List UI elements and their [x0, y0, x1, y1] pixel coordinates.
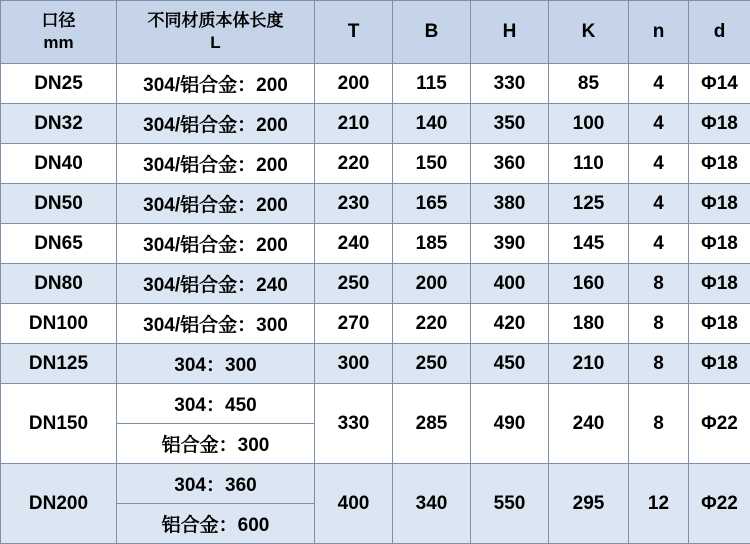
cell-dn: DN32 [1, 104, 117, 144]
cell-b: 200 [393, 264, 471, 304]
column-header-diameter-line1: 口径 [1, 10, 116, 32]
cell-b: 165 [393, 184, 471, 224]
cell-h: 380 [471, 184, 549, 224]
cell-length-aluminum: 铝合金：300 [117, 424, 315, 464]
column-header-t: T [315, 1, 393, 64]
cell-d: Φ18 [689, 304, 750, 344]
cell-h: 420 [471, 304, 549, 344]
cell-n: 8 [629, 304, 689, 344]
cell-dn: DN50 [1, 184, 117, 224]
cell-length: 304/铝合金：200 [117, 64, 315, 104]
cell-b: 115 [393, 64, 471, 104]
cell-d: Φ18 [689, 264, 750, 304]
cell-k: 110 [549, 144, 629, 184]
table-body [1, 64, 750, 544]
cell-d: Φ18 [689, 344, 750, 384]
cell-t: 400 [315, 464, 393, 544]
cell-t: 210 [315, 104, 393, 144]
cell-length-aluminum: 铝合金：600 [117, 504, 315, 544]
cell-t: 200 [315, 64, 393, 104]
cell-k: 210 [549, 344, 629, 384]
column-header-length [117, 1, 315, 64]
cell-h: 490 [471, 384, 549, 464]
cell-dn: DN40 [1, 144, 117, 184]
cell-b: 150 [393, 144, 471, 184]
cell-n: 4 [629, 64, 689, 104]
cell-k: 145 [549, 224, 629, 264]
cell-n: 4 [629, 184, 689, 224]
cell-h: 550 [471, 464, 549, 544]
cell-d: Φ14 [689, 64, 750, 104]
cell-length-steel: 304：360 [117, 464, 315, 504]
cell-t: 240 [315, 224, 393, 264]
cell-t: 220 [315, 144, 393, 184]
column-header-n: n [629, 1, 689, 64]
cell-h: 330 [471, 64, 549, 104]
cell-n: 4 [629, 144, 689, 184]
column-header-h: H [471, 1, 549, 64]
table-row [1, 344, 750, 384]
cell-d: Φ18 [689, 144, 750, 184]
cell-dn: DN65 [1, 224, 117, 264]
cell-h: 450 [471, 344, 549, 384]
table-row [1, 184, 750, 224]
cell-n: 8 [629, 344, 689, 384]
cell-k: 85 [549, 64, 629, 104]
cell-h: 360 [471, 144, 549, 184]
table-row [1, 384, 750, 424]
cell-dn: DN125 [1, 344, 117, 384]
column-header-diameter-line2: mm [1, 32, 116, 54]
cell-dn: DN200 [1, 464, 117, 544]
cell-t: 330 [315, 384, 393, 464]
header-row [1, 1, 750, 64]
cell-length: 304/铝合金：200 [117, 184, 315, 224]
cell-d: Φ22 [689, 464, 750, 544]
cell-dn: DN100 [1, 304, 117, 344]
cell-length: 304/铝合金：240 [117, 264, 315, 304]
cell-b: 185 [393, 224, 471, 264]
cell-t: 250 [315, 264, 393, 304]
table-row [1, 264, 750, 304]
cell-dn: DN25 [1, 64, 117, 104]
table-row [1, 144, 750, 184]
cell-length: 304/铝合金：200 [117, 224, 315, 264]
cell-k: 240 [549, 384, 629, 464]
cell-b: 220 [393, 304, 471, 344]
cell-d: Φ18 [689, 104, 750, 144]
cell-t: 230 [315, 184, 393, 224]
table-row [1, 224, 750, 264]
cell-length-steel: 304：450 [117, 384, 315, 424]
cell-n: 8 [629, 264, 689, 304]
cell-d: Φ18 [689, 224, 750, 264]
cell-n: 4 [629, 104, 689, 144]
cell-k: 295 [549, 464, 629, 544]
table-row [1, 104, 750, 144]
cell-d: Φ18 [689, 184, 750, 224]
table-row [1, 464, 750, 504]
cell-b: 285 [393, 384, 471, 464]
cell-length: 304：300 [117, 344, 315, 384]
cell-n: 12 [629, 464, 689, 544]
cell-t: 300 [315, 344, 393, 384]
cell-d: Φ22 [689, 384, 750, 464]
cell-k: 160 [549, 264, 629, 304]
cell-b: 140 [393, 104, 471, 144]
cell-t: 270 [315, 304, 393, 344]
table-header [1, 1, 750, 64]
cell-n: 8 [629, 384, 689, 464]
cell-k: 100 [549, 104, 629, 144]
cell-h: 390 [471, 224, 549, 264]
cell-dn: DN150 [1, 384, 117, 464]
cell-length: 304/铝合金：200 [117, 104, 315, 144]
cell-n: 4 [629, 224, 689, 264]
cell-h: 400 [471, 264, 549, 304]
column-header-length-line1: 不同材质本体长度 [117, 10, 314, 32]
cell-k: 125 [549, 184, 629, 224]
table-row [1, 304, 750, 344]
column-header-k: K [549, 1, 629, 64]
table-row [1, 64, 750, 104]
column-header-length-line2: L [117, 32, 314, 54]
cell-b: 250 [393, 344, 471, 384]
column-header-b: B [393, 1, 471, 64]
cell-b: 340 [393, 464, 471, 544]
cell-k: 180 [549, 304, 629, 344]
cell-length: 304/铝合金：300 [117, 304, 315, 344]
cell-length: 304/铝合金：200 [117, 144, 315, 184]
column-header-d: d [689, 1, 750, 64]
cell-dn: DN80 [1, 264, 117, 304]
cell-h: 350 [471, 104, 549, 144]
column-header-diameter [1, 1, 117, 64]
